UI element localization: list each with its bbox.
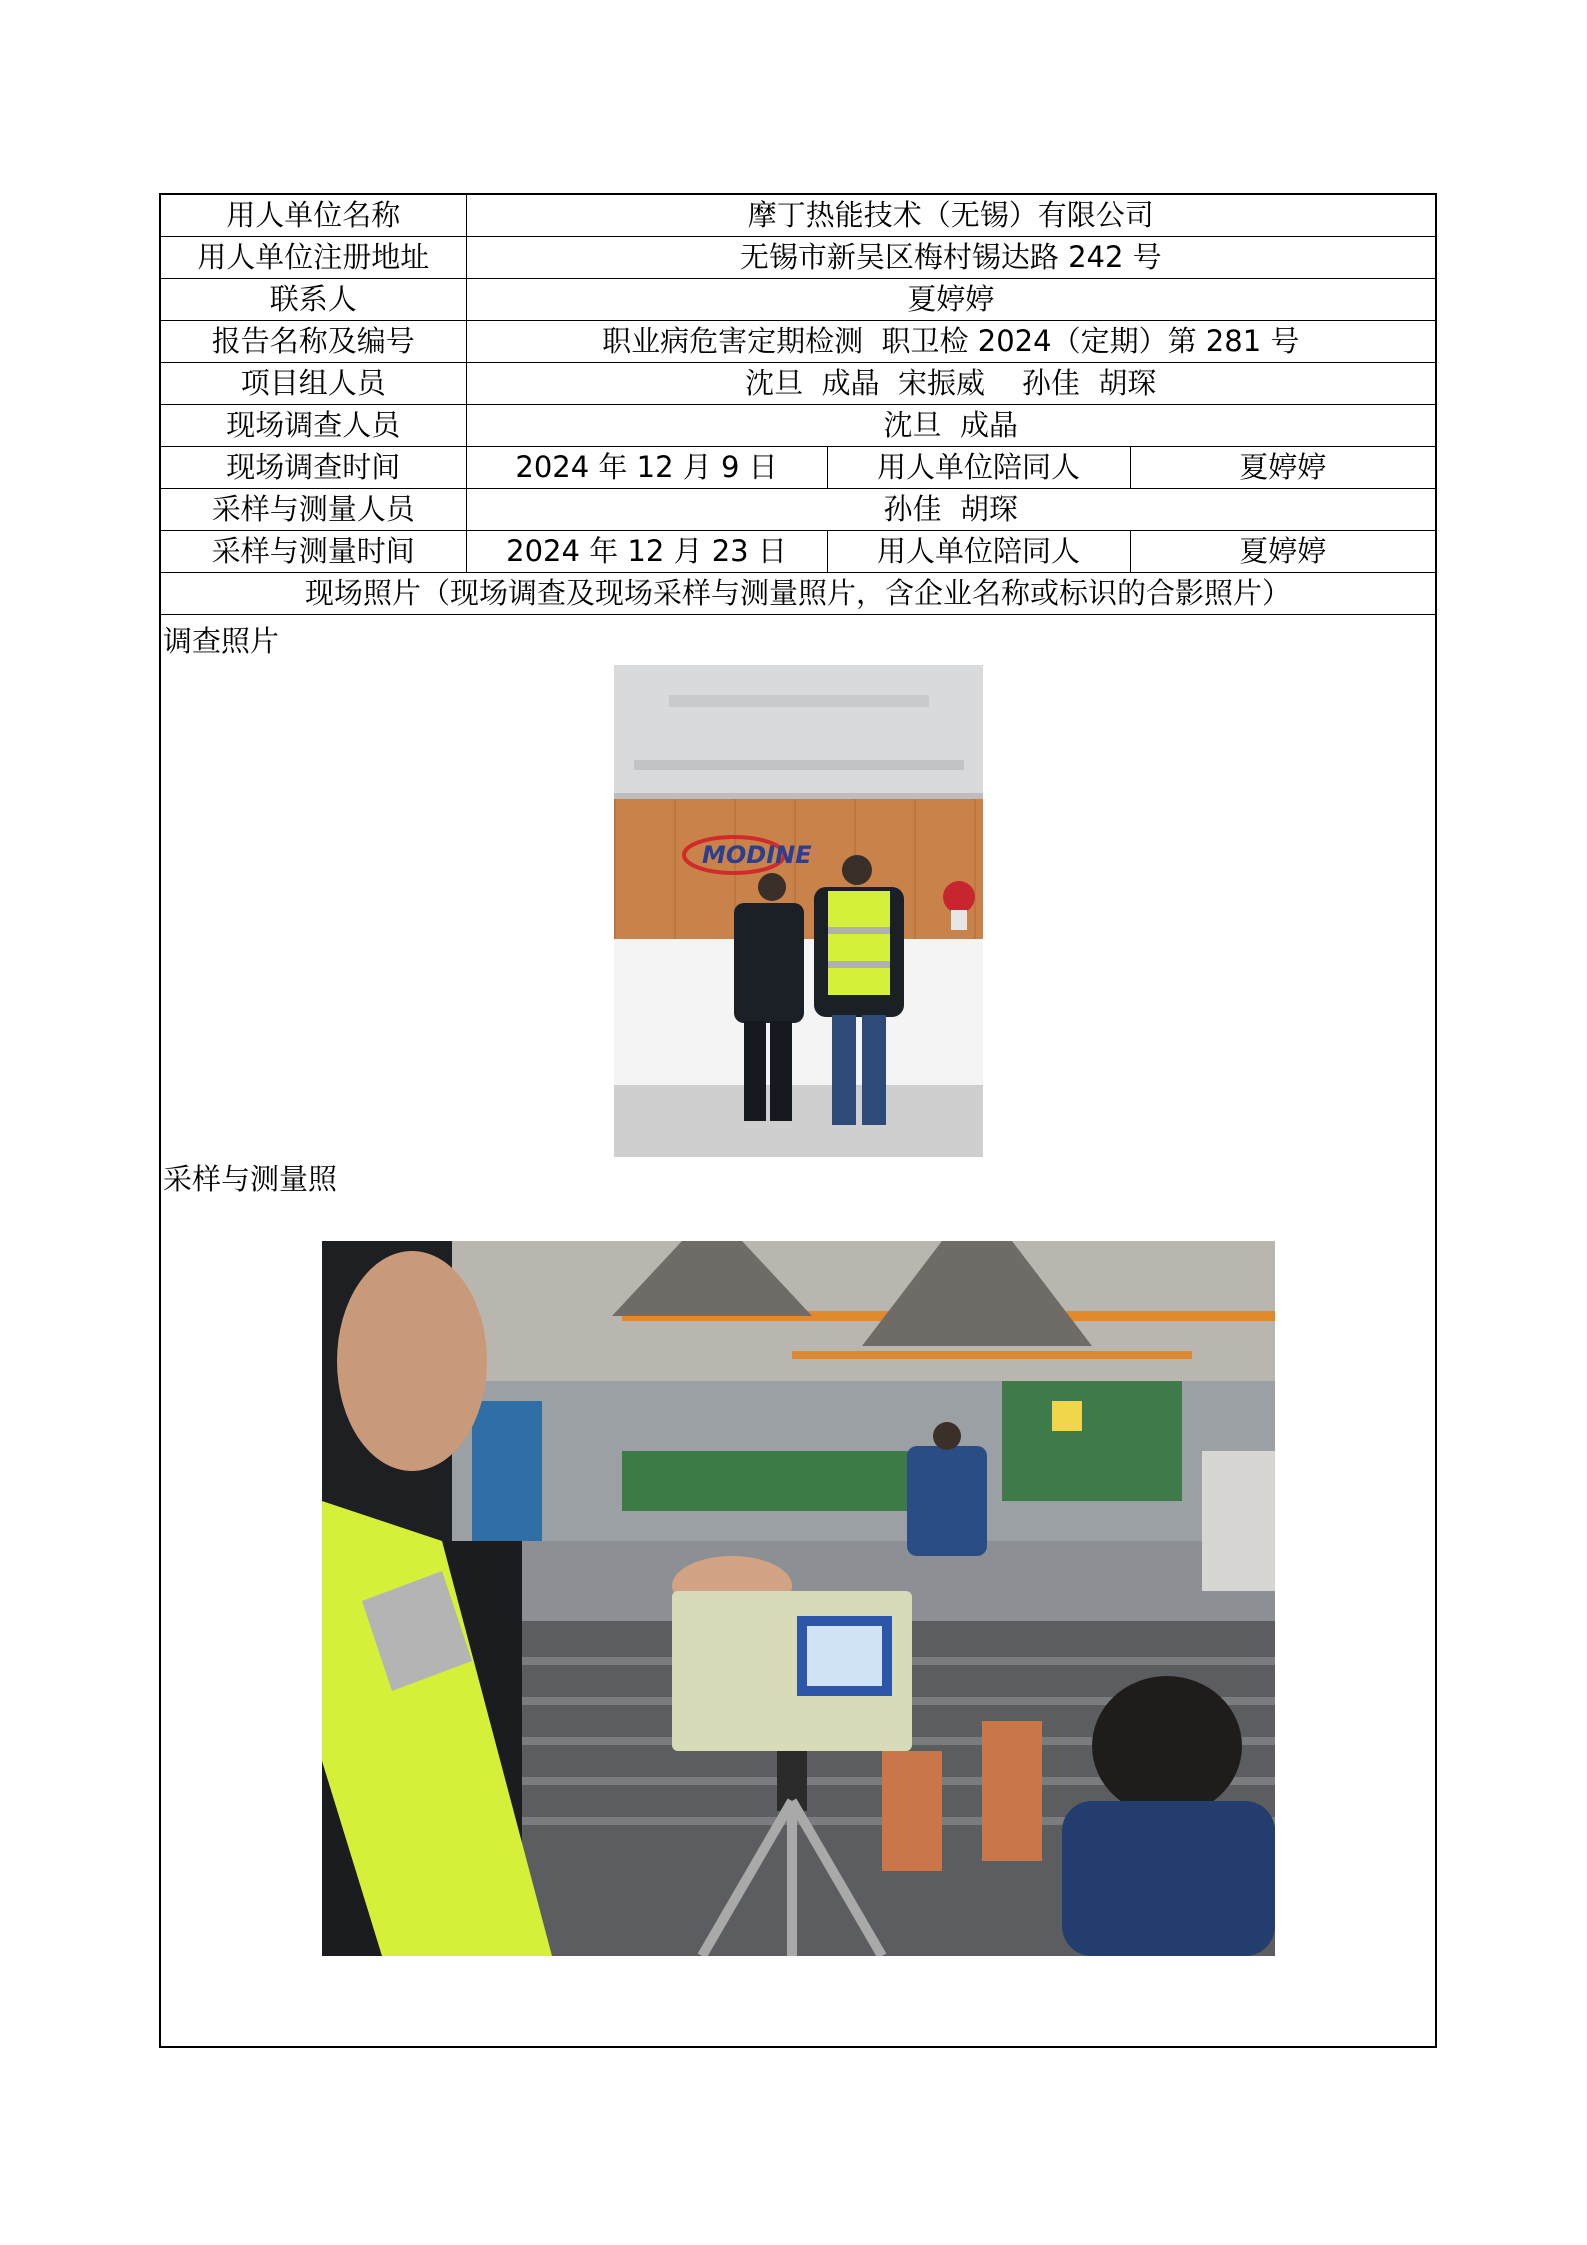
sampling-staff: 孙佳 胡琛 (466, 489, 1435, 531)
logo-text: MODINE (702, 841, 812, 869)
row-label: 联系人 (161, 279, 466, 321)
companion-label: 用人单位陪同人 (827, 447, 1130, 489)
row-label: 项目组人员 (161, 363, 466, 405)
table-row (161, 531, 1435, 573)
table-row (161, 363, 1435, 405)
row-label: 现场调查时间 (161, 447, 466, 489)
companion-label: 用人单位陪同人 (827, 531, 1130, 573)
row-label: 用人单位注册地址 (161, 237, 466, 279)
info-table (161, 195, 1435, 615)
survey-group-photo (614, 665, 983, 1157)
sampling-companion: 夏婷婷 (1130, 531, 1435, 573)
table-row (161, 237, 1435, 279)
survey-photo-label: 调查照片 (163, 624, 280, 658)
company-address: 无锡市新吴区梅村锡达路 242 号 (466, 237, 1435, 279)
contact-person: 夏婷婷 (466, 279, 1435, 321)
photo-header: 现场照片（现场调查及现场采样与测量照片，含企业名称或标识的合影照片） (161, 573, 1435, 615)
survey-companion: 夏婷婷 (1130, 447, 1435, 489)
row-label: 报告名称及编号 (161, 321, 466, 363)
table-row (161, 279, 1435, 321)
report-name: 职业病危害定期检测 职卫检 2024（定期）第 281 号 (466, 321, 1435, 363)
table-row (161, 573, 1435, 615)
row-label: 现场调查人员 (161, 405, 466, 447)
table-row (161, 489, 1435, 531)
company-name: 摩丁热能技术（无锡）有限公司 (466, 195, 1435, 237)
row-label: 采样与测量人员 (161, 489, 466, 531)
survey-date: 2024 年 12 月 9 日 (466, 447, 827, 489)
sampling-photo-label: 采样与测量照 (163, 1162, 338, 1196)
table-row (161, 321, 1435, 363)
row-label: 用人单位名称 (161, 195, 466, 237)
project-members: 沈旦 成晶 宋振威 孙佳 胡琛 (466, 363, 1435, 405)
sampling-date: 2024 年 12 月 23 日 (466, 531, 827, 573)
table-row (161, 447, 1435, 489)
table-row (161, 195, 1435, 237)
document-sheet (159, 193, 1437, 2048)
modine-logo (684, 837, 812, 873)
table-row (161, 405, 1435, 447)
survey-staff: 沈旦 成晶 (466, 405, 1435, 447)
row-label: 采样与测量时间 (161, 531, 466, 573)
sampling-measurement-photo (322, 1241, 1275, 1956)
